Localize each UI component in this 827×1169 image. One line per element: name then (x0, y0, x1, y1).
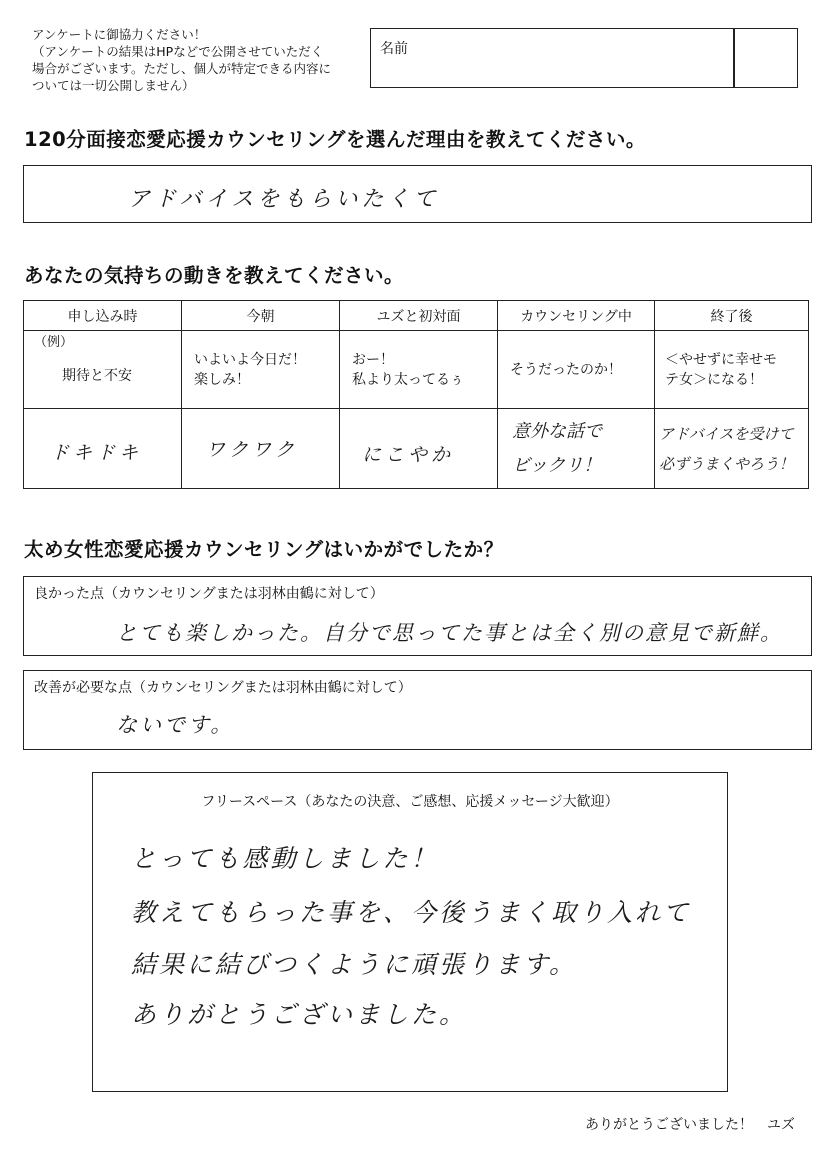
feelings-table (23, 300, 809, 489)
free-space-line: とっても感動しました！ (131, 844, 439, 873)
good-points-box[interactable] (23, 576, 812, 656)
survey-intro-note (32, 26, 362, 94)
name-field[interactable] (370, 28, 798, 88)
answer-cell[interactable] (182, 409, 340, 489)
column-header: 終了後 (655, 301, 809, 331)
answer-cell[interactable] (24, 409, 182, 489)
example-cell (24, 331, 182, 409)
answer-text: 意外な話で ビックリ！ (512, 420, 602, 476)
example-label: （例） (34, 335, 74, 350)
good-points-label: 良かった点（カウンセリングまたは羽林由鶴に対して） (34, 586, 384, 602)
answer-text: にこやか (362, 444, 455, 466)
answer-cell[interactable] (498, 409, 655, 489)
question-1-answer: アドバイスをもらいたくて (128, 187, 440, 212)
name-box-divider (733, 29, 735, 87)
free-space-title: フリースペース（あなたの決意、ご感想、応援メッセージ大歓迎） (201, 794, 619, 810)
question-1-heading: 120分面接恋愛応援カウンセリングを選んだ理由を教えてください。 (24, 128, 646, 151)
example-text: そうだったのか！ (510, 361, 622, 378)
good-points-answer: とても楽しかった。自分で思ってた事とは全く別の意見で新鮮。 (116, 621, 783, 645)
column-header: 今朝 (182, 301, 340, 331)
intro-line: ついては一切公開しません） (32, 78, 195, 93)
improvement-answer: ないです。 (116, 713, 235, 737)
feelings-header-row (24, 301, 809, 331)
answer-text: ドキドキ (50, 442, 143, 464)
answer-row (24, 409, 809, 489)
answer-text: アドバイスを受けて 必ずうまくやろう！ (659, 424, 795, 473)
example-row (24, 331, 809, 409)
intro-line: アンケートに御協力ください！ (32, 27, 207, 42)
question-2-heading: あなたの気持ちの動きを教えてください。 (24, 264, 405, 287)
example-cell (655, 331, 809, 409)
answer-cell[interactable] (340, 409, 498, 489)
example-cell (340, 331, 498, 409)
free-space-box[interactable] (92, 772, 728, 1092)
intro-line: 場合がございます。ただし、個人が特定できる内容に (32, 61, 332, 76)
free-space-line: 結果に結びつくように頑張ります。 (131, 950, 578, 979)
example-text: いよいよ今日だ！ 楽しみ！ (194, 351, 306, 388)
example-text: ＜やせずに幸せモ テ女＞になる！ (665, 351, 777, 388)
example-text: 期待と不安 (62, 367, 132, 384)
column-header: カウンセリング中 (498, 301, 655, 331)
column-header: 申し込み時 (24, 301, 182, 331)
example-cell (498, 331, 655, 409)
name-label: 名前 (380, 41, 408, 57)
example-text: おー！ 私より太ってるぅ (352, 351, 464, 388)
answer-cell[interactable] (655, 409, 809, 489)
improvement-label: 改善が必要な点（カウンセリングまたは羽林由鶴に対して） (34, 680, 412, 696)
answer-text: ワクワク (206, 439, 299, 461)
improvement-box[interactable] (23, 670, 812, 750)
question-3-heading: 太め女性恋愛応援カウンセリングはいかがでしたか？ (24, 538, 504, 561)
free-space-line: ありがとうございました。 (131, 1000, 468, 1029)
example-cell (182, 331, 340, 409)
column-header: ユズと初対面 (340, 301, 498, 331)
footer-thanks: ありがとうございました！ ユズ (585, 1117, 795, 1133)
free-space-line: 教えてもらった事を、今後うまく取り入れて (131, 898, 692, 927)
question-1-answer-box[interactable] (23, 165, 812, 223)
intro-line: （アンケートの結果はHPなどで公開させていただく (32, 44, 324, 59)
